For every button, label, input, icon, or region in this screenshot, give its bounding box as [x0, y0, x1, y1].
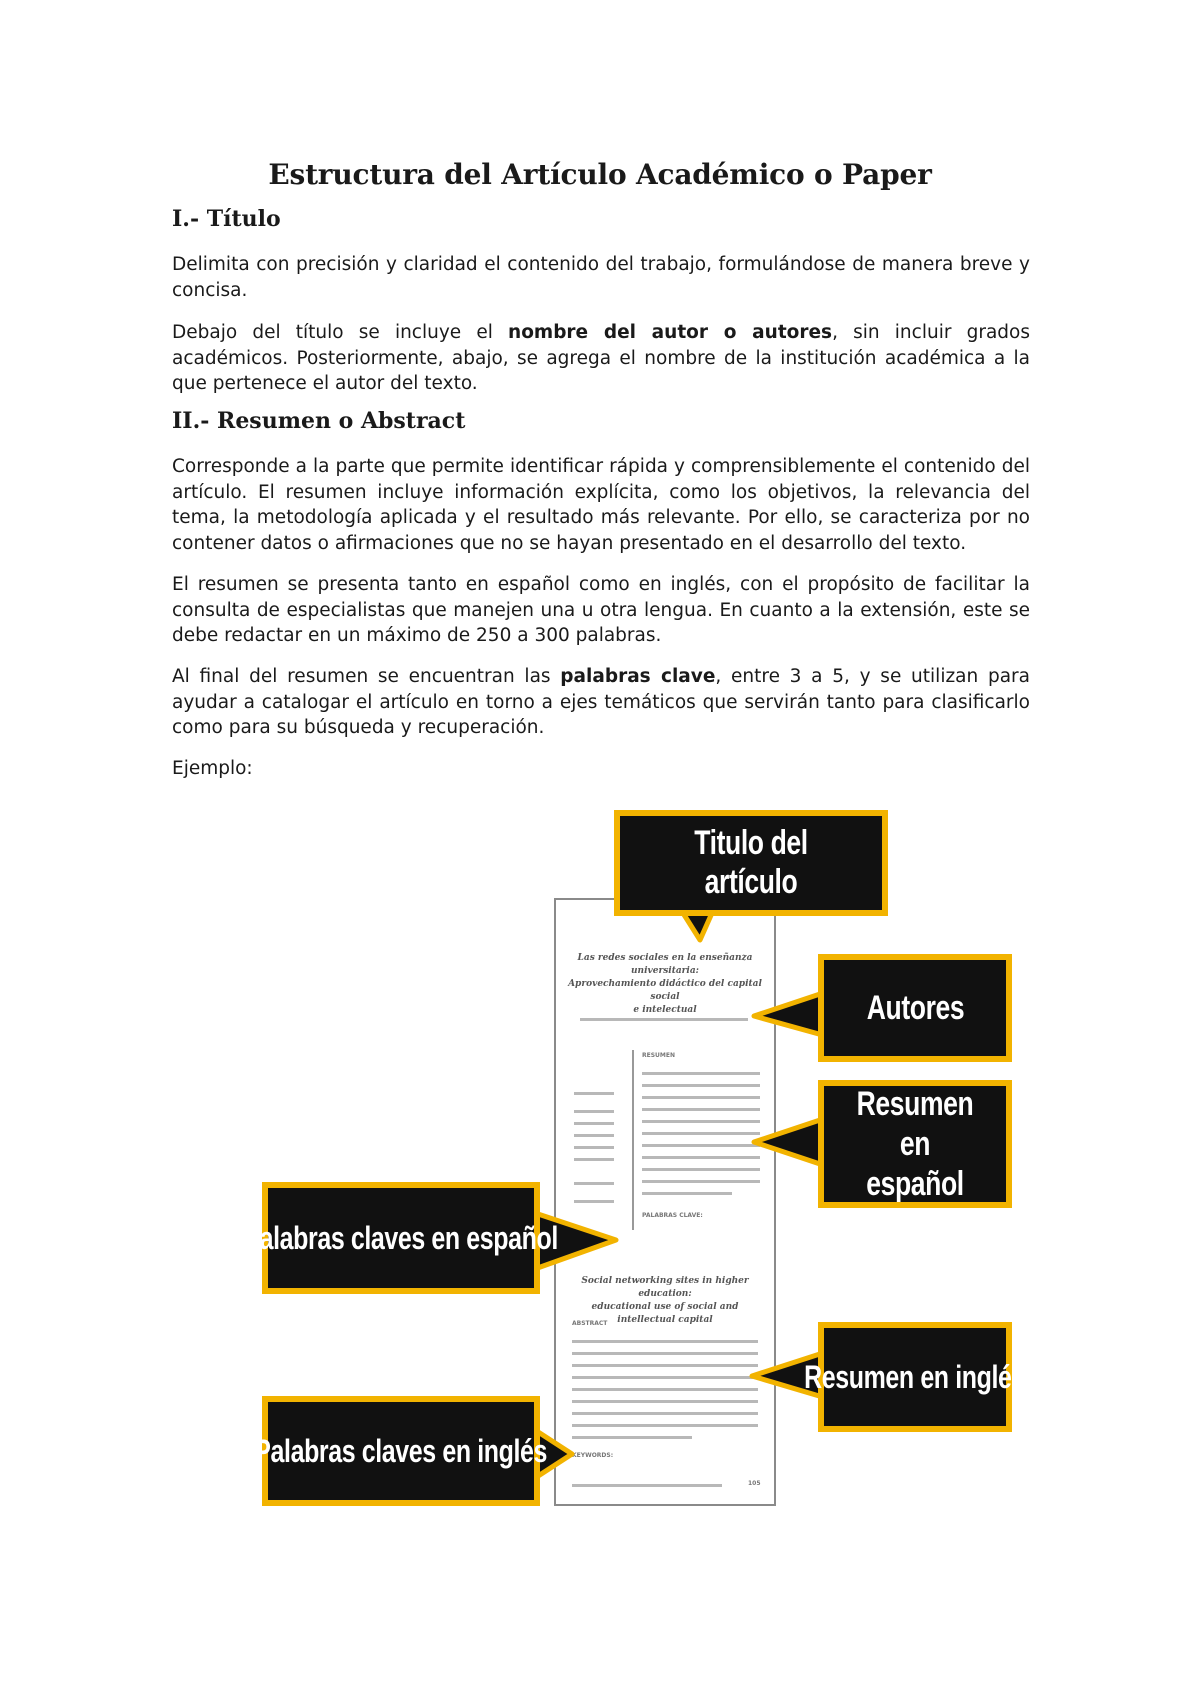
callout-keywords-en-label: Palabras claves en inglés: [254, 1432, 548, 1469]
bold-text: nombre del autor o autores: [508, 322, 833, 343]
callout-keywords-es: [243, 1182, 559, 1294]
paper-title-line: educational use of social and intellectual capital: [591, 1302, 739, 1325]
callout-abstract-en-label: Resumen en inglés: [804, 1358, 1026, 1395]
section-heading-titulo: I.- Título: [172, 206, 281, 232]
callout-keywords-es-label: Palabras claves en español: [243, 1219, 559, 1256]
abstract-label: ABSTRACT: [572, 1320, 608, 1327]
label-line: español: [866, 1165, 964, 1203]
page-number: 105: [748, 1480, 761, 1487]
callout-authors: [818, 954, 1012, 1062]
paragraph-resumen-languages: El resumen se presenta tanto en español como en inglés, con el propósito de facilitar la consulta de especialistas que manejen una u otra lengua. En cuanto a la extensión, este se debe redactar en un máximo de 250 a 300 palabras.: [172, 574, 1030, 646]
callout-abstract-es-label: [844, 1084, 986, 1204]
page-title: Estructura del Artículo Académico o Paper: [268, 158, 932, 191]
palabras-clave-label: PALABRAS CLAVE:: [642, 1212, 703, 1219]
resumen-label: RESUMEN: [642, 1052, 676, 1059]
text: , entre 3 a 5, y se utilizan para ayudar a catalogar el artículo en torno a ejes temáticos que servirán tanto para clasificarlo como para su búsqueda y recuperación.: [172, 666, 1030, 738]
keywords-label: KEYWORDS:: [572, 1452, 614, 1459]
callout-authors-label: Autores: [866, 988, 964, 1027]
paragraph-resumen-definition: Corresponde a la parte que permite identificar rápida y comprensiblemente el contenido del artículo. El resumen incluye información explícita, como los objetivos, la relevancia del tema, la metodología aplicada y el resultado más relevante. Por ello, se caracteriza por no contener datos o afirmaciones que no se hayan presentado en el desarrollo del texto.: [172, 456, 1030, 554]
paper-title-line: Las redes sociales en la enseñanza universitaria:: [577, 953, 753, 976]
paper-title-line: Social networking sites in higher education:: [581, 1276, 749, 1299]
paragraph-titulo-definition: Delimita con precisión y claridad el contenido del trabajo, formulándose de manera breve y concisa.: [172, 254, 1030, 301]
example-label: Ejemplo:: [172, 758, 253, 779]
callout-abstract-en: [804, 1322, 1026, 1432]
text: Debajo del título se incluye el: [172, 322, 509, 343]
callout-abstract-es: [818, 1080, 1012, 1208]
callout-keywords-en: [254, 1396, 548, 1506]
paper-title-line: e intelectual: [633, 1005, 697, 1015]
callout-title-label: Titulo del artículo: [694, 824, 808, 901]
section-heading-resumen: II.- Resumen o Abstract: [172, 408, 466, 434]
bold-text: palabras clave: [560, 666, 716, 687]
text: Al final del resumen se encuentran las: [172, 666, 561, 687]
label-line: Resumen en: [856, 1085, 974, 1163]
paper-title-line: Aprovechamiento didáctico del capital social: [568, 979, 762, 1002]
abstract-es-pointer: [754, 1118, 826, 1166]
callout-title: [614, 810, 888, 916]
text: , sin incluir grados académicos. Posteriormente, abajo, se agrega el nombre de la institución académica a la que pertenece el autor del texto.: [172, 322, 1030, 394]
authors-pointer: [754, 992, 826, 1036]
